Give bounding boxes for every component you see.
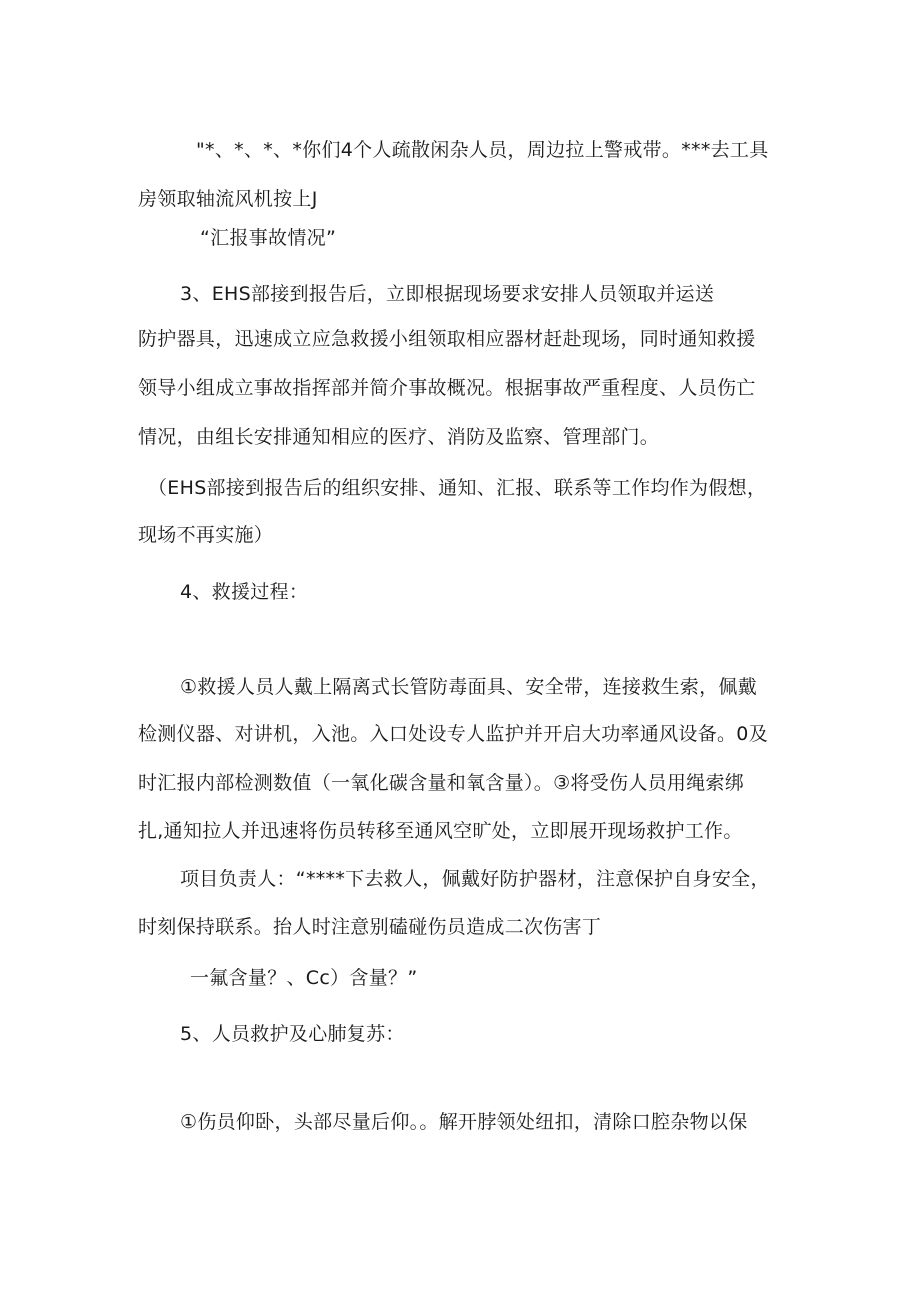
paragraph-line: 检测仪器、对讲机，入池。入口处设专人监护并开启大功率通风设备。0及: [138, 723, 768, 745]
paragraph-line: ①救援人员人戴上隔离式长管防毒面具、安全带，连接救生索，佩戴: [180, 676, 758, 698]
paragraph-line: 项目负责人：“****下去救人，佩戴好防护器材，注意保护自身安全，: [180, 868, 770, 890]
paragraph-line: 房领取轴流风机按上J: [138, 188, 318, 210]
paragraph-line: 领导小组成立事故指挥部并简介事故概况。根据事故严重程度、人员伤亡: [138, 377, 756, 399]
paragraph-line: 防护器具，迅速成立应急救援小组领取相应器材赶赴现场，同时通知救援: [138, 328, 756, 350]
section-heading: 4、救援过程：: [180, 581, 309, 603]
paragraph-line: “汇报事故情况”: [200, 227, 337, 249]
paragraph-line: 情况，由组长安排通知相应的医疗、消防及监察、管理部门。: [138, 426, 660, 448]
paragraph-line: （EHS部接到报告后的组织安排、通知、汇报、联系等工作均作为假想，: [148, 477, 767, 499]
paragraph-line: 一氟含量？、Cc）含量？”: [190, 967, 418, 989]
section-heading: 5、人员救护及心肺复苏：: [180, 1023, 405, 1045]
paragraph-line: 现场不再实施）: [138, 524, 274, 546]
paragraph-line: ①伤员仰卧，头部尽量后仰。。解开脖领处纽扣，清除口腔杂物以保: [180, 1111, 748, 1133]
paragraph-line: 扎,通知拉人并迅速将伤员转移至通风空旷处，立即展开现场救护工作。: [138, 820, 743, 842]
paragraph-line: "*、*、*、*你们4个人疏散闲杂人员，周边拉上警戒带。***去工具: [196, 139, 769, 161]
paragraph-line: 时刻保持联系。抬人时注意别磕碰伤员造成二次伤害丁: [138, 916, 602, 938]
paragraph-line: 时汇报内部检测数值（一氧化碳含量和氧含量）。③将受伤人员用绳索绑: [138, 772, 745, 794]
paragraph-line: 3、EHS部接到报告后，立即根据现场要求安排人员领取并运送: [180, 283, 715, 305]
